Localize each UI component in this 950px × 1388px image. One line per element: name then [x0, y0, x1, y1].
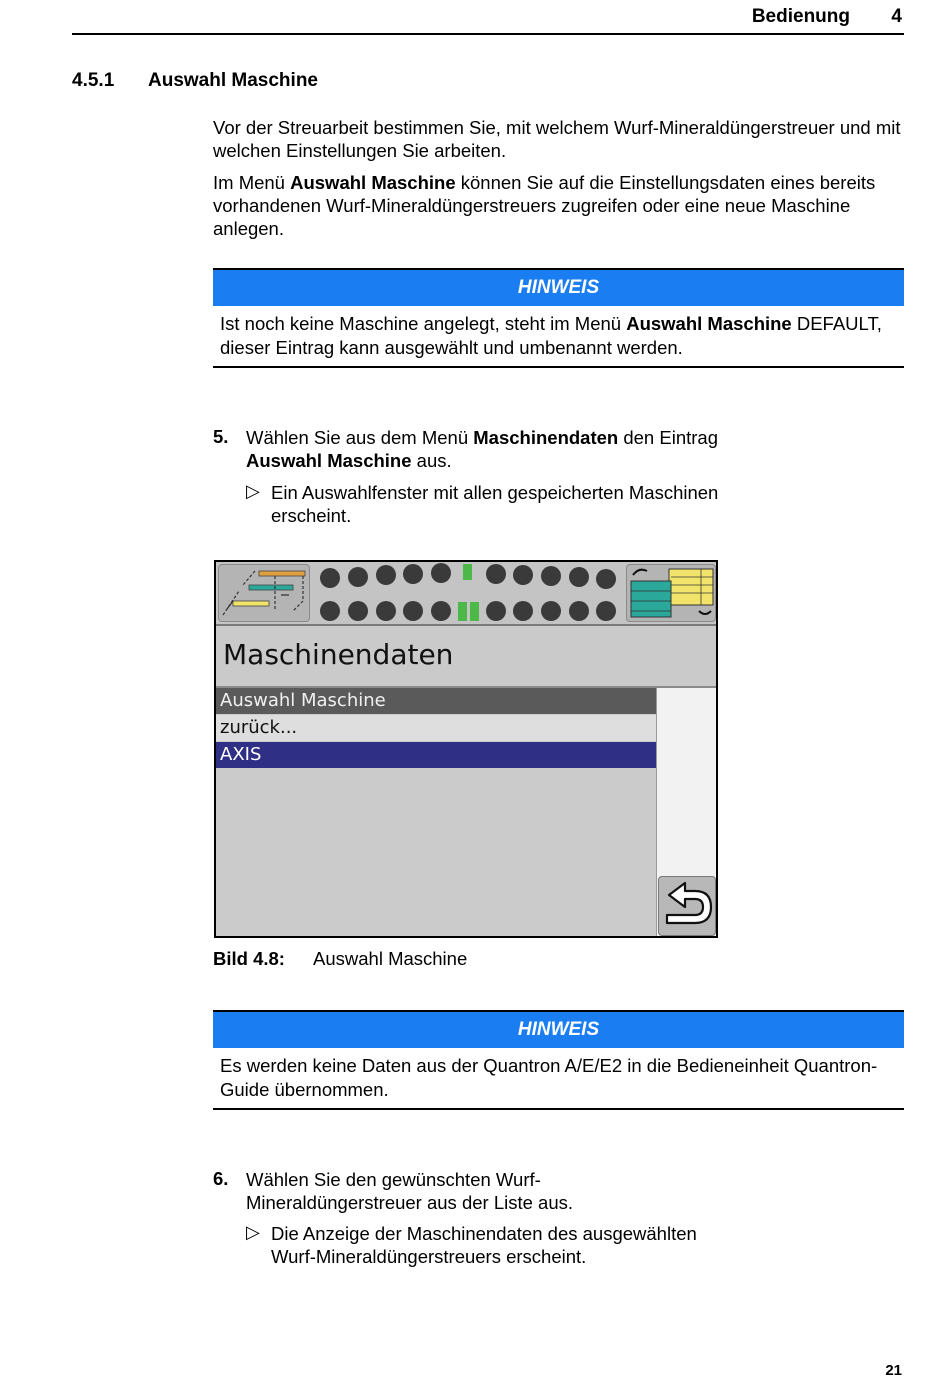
note-1-label: HINWEIS [213, 270, 904, 306]
page-number: 21 [885, 1362, 902, 1379]
table-settings-icon[interactable] [626, 564, 716, 622]
machine-settings-icon[interactable] [218, 564, 310, 622]
chapter-title: Bedienung [751, 6, 850, 27]
note-2-label: HINWEIS [213, 1012, 904, 1048]
list-item-axis[interactable]: AXIS [216, 742, 656, 768]
step-5-result-mark: ▷ [246, 481, 260, 501]
back-button[interactable] [658, 876, 716, 936]
step-5-number: 5. [213, 426, 229, 447]
back-arrow-icon [659, 877, 715, 935]
note-2-bottom-rule [213, 1108, 904, 1110]
intro-paragraph-2: Im Menü Auswahl Maschine können Sie auf die Einstellungsdaten eines bereits vorhandenen Wurf-Mineraldüngerstreuers zugreifen oder eine neue Maschine anlegen. [213, 172, 876, 239]
figure-caption: Auswahl Maschine [313, 948, 468, 969]
section-title: Auswahl Maschine [148, 70, 318, 91]
section-number: 4.5.1 [72, 70, 115, 91]
note-1-text: Ist noch keine Maschine angelegt, steht im Menü Auswahl Maschine DEFAULT, dieser Eintrag kann ausgewählt und umbenannt werden. [220, 313, 882, 358]
figure-label: Bild 4.8: [213, 948, 285, 969]
list-item-back[interactable]: zurück... [216, 715, 656, 741]
step-5-result: Ein Auswahlfenster mit allen gespeicherten Maschinen erscheint. [271, 482, 719, 526]
chapter-number: 4 [891, 6, 902, 27]
screen-title: Maschinendaten [223, 638, 454, 671]
header-rule [72, 33, 904, 35]
step-5-text: Wählen Sie aus dem Menü Maschinendaten den Eintrag Auswahl Maschine aus. [246, 427, 718, 471]
terminal-screen [214, 560, 718, 938]
note-1-bottom-rule [213, 366, 904, 368]
step-6-result: Die Anzeige der Maschinendaten des ausgewählten Wurf-Mineraldüngerstreuers erscheint. [271, 1223, 697, 1267]
step-6-text: Wählen Sie den gewünschten Wurf-Mineraldüngerstreuer aus der Liste aus. [246, 1169, 574, 1213]
step-6-number: 6. [213, 1168, 229, 1189]
step-6-result-mark: ▷ [246, 1222, 260, 1242]
intro-paragraph-1: Vor der Streuarbeit bestimmen Sie, mit welchem Wurf-Mineraldüngerstreuer und mit welchen Einstellungen Sie arbeiten. [213, 117, 901, 161]
list-header: Auswahl Maschine [216, 688, 656, 714]
status-indicator-grid [316, 562, 622, 624]
note-2-text: Es werden keine Daten aus der Quantron A/E/E2 in die Bedieneinheit Quantron-Guide übernommen. [220, 1055, 878, 1100]
